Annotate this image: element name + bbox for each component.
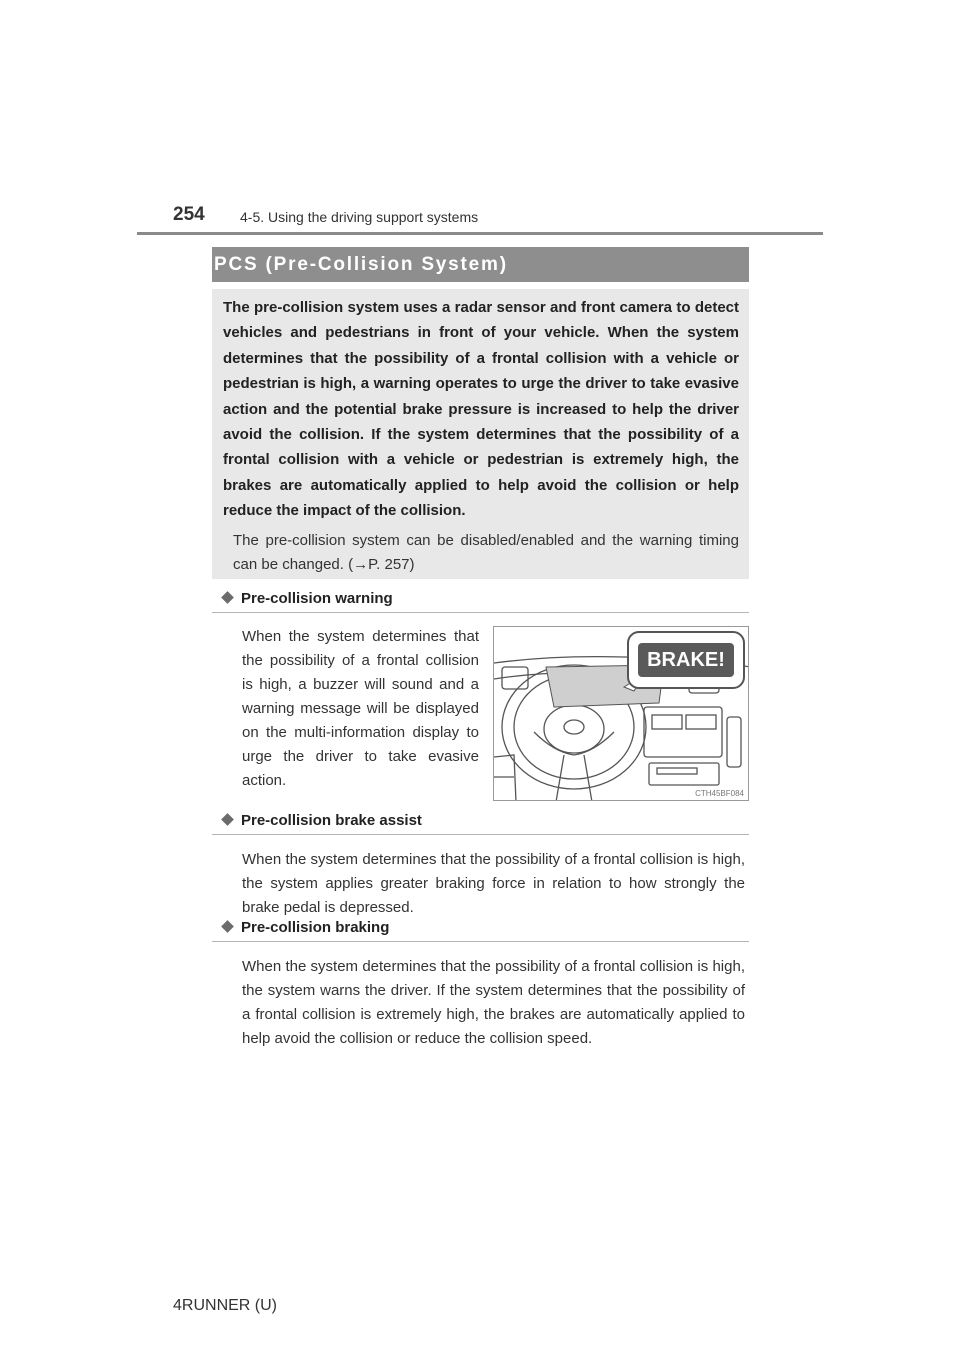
page-number: 254 [173, 204, 205, 225]
subheading-brake-assist [221, 812, 422, 829]
subheading-rule [212, 834, 749, 835]
subheading-braking-label: Pre-collision braking [241, 919, 390, 936]
footer-model: 4RUNNER (U) [173, 1297, 277, 1314]
brake-callout [627, 631, 745, 689]
subheading-brake-assist-label: Pre-collision brake assist [241, 812, 422, 829]
summary-box [212, 289, 749, 579]
summary-note: The pre-collision system can be disabled/enabled and the warning timing can be changed. (→P. 257) [233, 531, 739, 573]
header-rule [137, 232, 823, 235]
diamond-bullet-icon [221, 813, 234, 826]
brake-warning-message: BRAKE! [638, 643, 734, 677]
subheading-warning [221, 590, 393, 607]
figure-code: CTH45BF084 [695, 789, 744, 798]
section-header: 4-5. Using the driving support systems [240, 209, 479, 225]
braking-body: When the system determines that the possibility of a frontal collision is high, the system warns the driver. If the system determines that the possibility of a frontal collision is extremely high, the brakes are automatically applied to help avoid the collision or reduce the collision speed. [242, 958, 745, 1047]
title-bar [212, 247, 749, 282]
dashboard-illustration [493, 626, 749, 801]
warning-body: When the system determines that the possibility of a frontal collision is high, a buzzer will sound and a warning message will be displayed on the multi-information display to urge the driver to take evasive action. [242, 628, 479, 789]
subheading-braking [221, 919, 389, 936]
subheading-warning-label: Pre-collision warning [241, 590, 393, 607]
diamond-bullet-icon [221, 920, 234, 933]
subheading-rule [212, 612, 749, 613]
subheading-rule [212, 941, 749, 942]
summary-lead: The pre-collision system uses a radar sensor and front camera to detect vehicles and pedestrians in front of your vehicle. When the system determines that the possibility of a frontal collision with a vehicle or pedestrian is high, a warning operates to urge the driver to take evasive action and the potential brake pressure is increased to help the driver avoid the collision. If the system determines that the possibility of a frontal collision with a vehicle or pedestrian is extremely high, the brakes are automatically applied to help avoid the collision or help reduce the impact of the collision. [223, 299, 739, 520]
page-title: PCS (Pre-Collision System) [214, 254, 508, 275]
brake-assist-body: When the system determines that the possibility of a frontal collision is high, the system applies greater braking force in relation to how strongly the brake pedal is depressed. [242, 851, 745, 916]
diamond-bullet-icon [221, 591, 234, 604]
